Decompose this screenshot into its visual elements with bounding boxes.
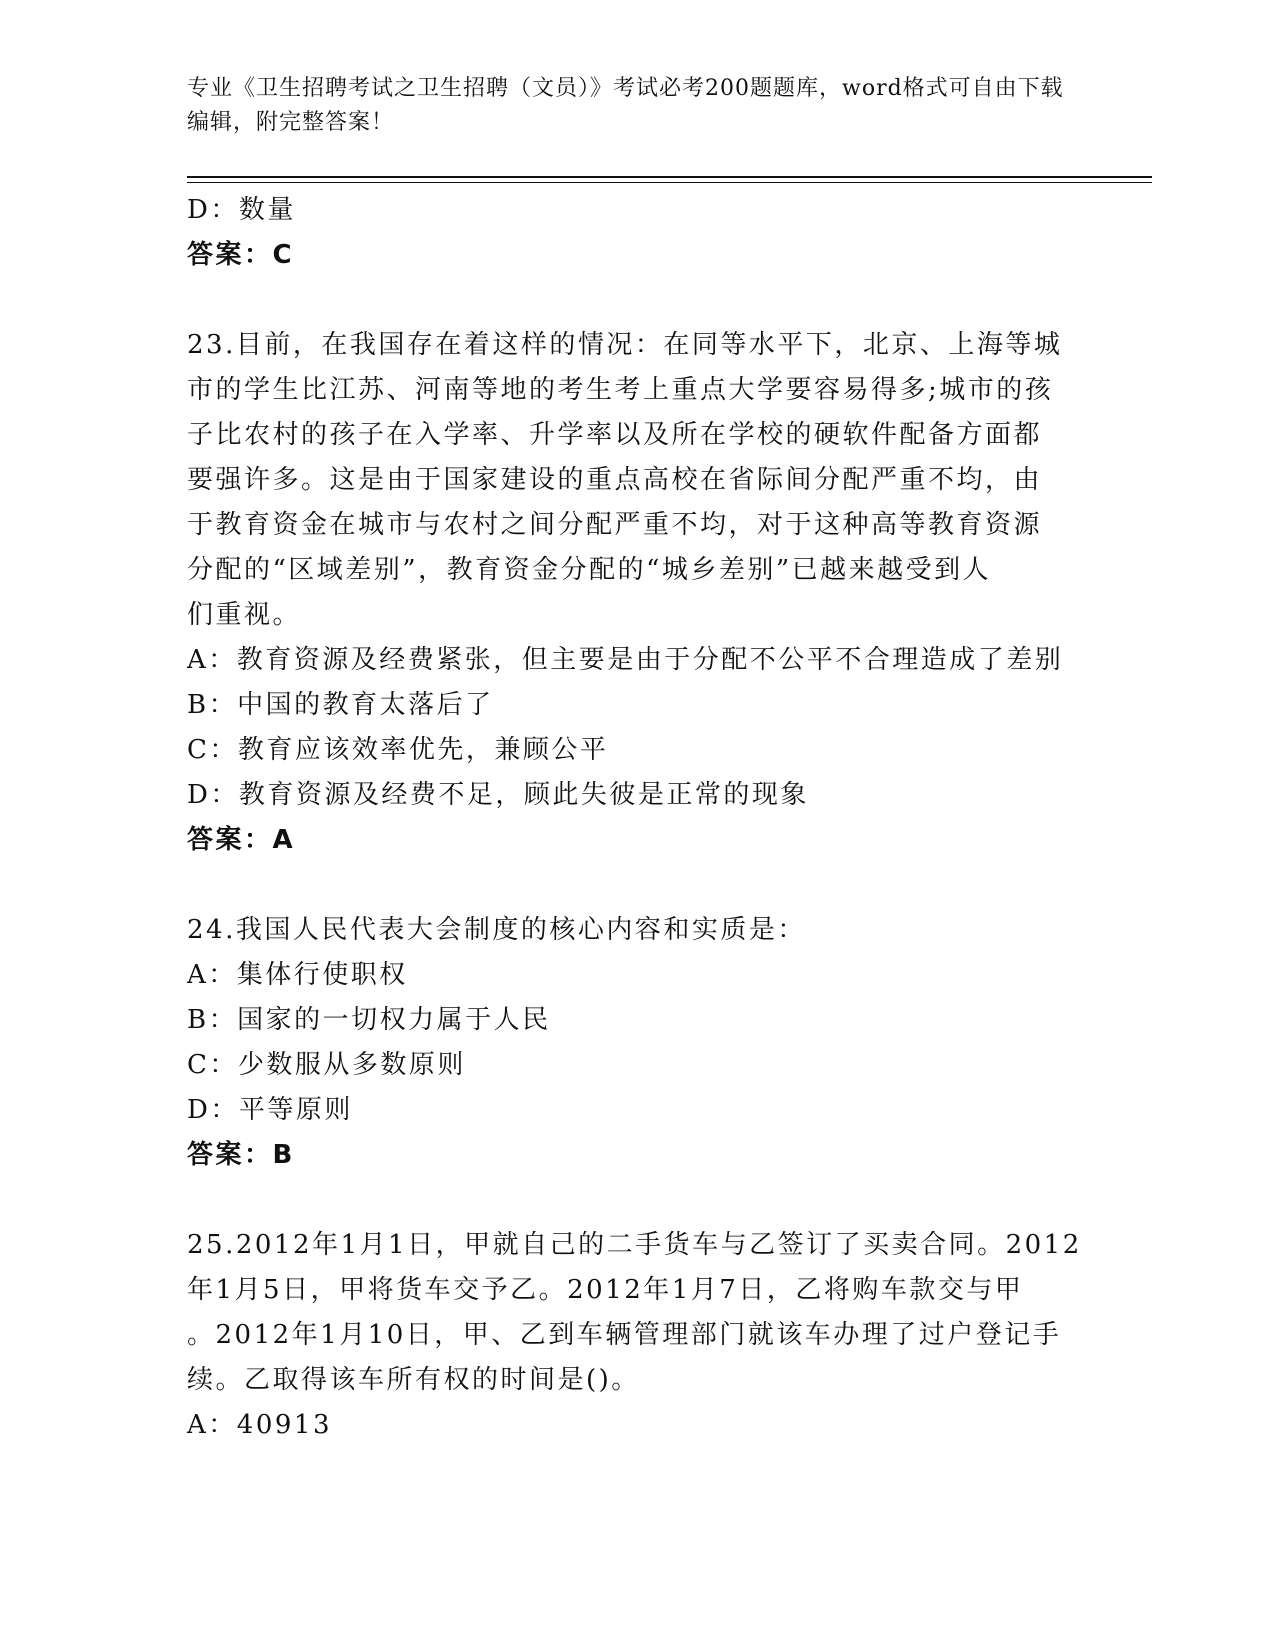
spacer [187,863,1087,908]
spacer [187,1178,1087,1223]
q24-answer: 答案：B [187,1140,295,1170]
q23-stem-line: 市的学生比江苏、河南等地的考生考上重点大学要容易得多;城市的孩 [187,375,1054,405]
q23-option-d: D：教育资源及经费不足，顾此失彼是正常的现象 [187,780,809,810]
q25-option-a: A：40913 [187,1410,332,1440]
question-23 [187,323,1087,863]
q23-option-a: A：教育资源及经费紧张，但主要是由于分配不公平不合理造成了差别 [187,645,1064,675]
q23-option-c: C：教育应该效率优先，兼顾公平 [187,735,609,765]
header-divider-thin [187,182,1152,183]
q25-stem-line: 续。乙取得该车所有权的时间是()。 [187,1365,640,1395]
q22-option-d: D：数量 [187,195,296,225]
spacer [187,278,1087,323]
q23-stem-line: 于教育资金在城市与农村之间分配严重不均，对于这种高等教育资源 [187,510,1043,540]
q23-option-b: B：中国的教育太落后了 [187,690,494,720]
q23-stem-line: 分配的“区域差别”，教育资金分配的“城乡差别”已越来越受到人 [187,555,992,585]
header-divider-thick [187,176,1152,178]
q24-option-d: D：平等原则 [187,1095,353,1125]
q25-stem-line: 。2012年1月10日，甲、乙到车辆管理部门就该车办理了过户登记手 [187,1320,1062,1350]
q24-option-c: C：少数服从多数原则 [187,1050,466,1080]
q22-answer: 答案：C [187,240,295,270]
q25-stem-line: 25.2012年1月1日，甲就自己的二手货车与乙签订了买卖合同。2012 [187,1230,1082,1260]
q24-option-a: A：集体行使职权 [187,960,408,990]
q24-stem: 24.我国人民代表大会制度的核心内容和实质是： [187,915,806,945]
document-body [187,188,1087,1448]
question-25 [187,1223,1087,1448]
question-24 [187,908,1087,1178]
q23-stem-line: 23.目前，在我国存在着这样的情况：在同等水平下，北京、上海等城 [187,330,1063,360]
q23-answer: 答案：A [187,825,296,855]
q23-stem-line: 们重视。 [187,600,302,630]
q25-stem-line: 年1月5日，甲将货车交予乙。2012年1月7日，乙将购车款交与甲 [187,1275,1024,1305]
q23-stem-line: 子比农村的孩子在入学率、升学率以及所在学校的硬软件配备方面都 [187,420,1043,450]
q24-option-b: B：国家的一切权力属于人民 [187,1005,551,1035]
page-header: 专业《卫生招聘考试之卫生招聘（文员）》考试必考200题题库，word格式可自由下载编辑，附完整答案！ [187,76,1064,135]
q23-stem-line: 要强许多。这是由于国家建设的重点高校在省际间分配严重不均，由 [187,465,1043,495]
